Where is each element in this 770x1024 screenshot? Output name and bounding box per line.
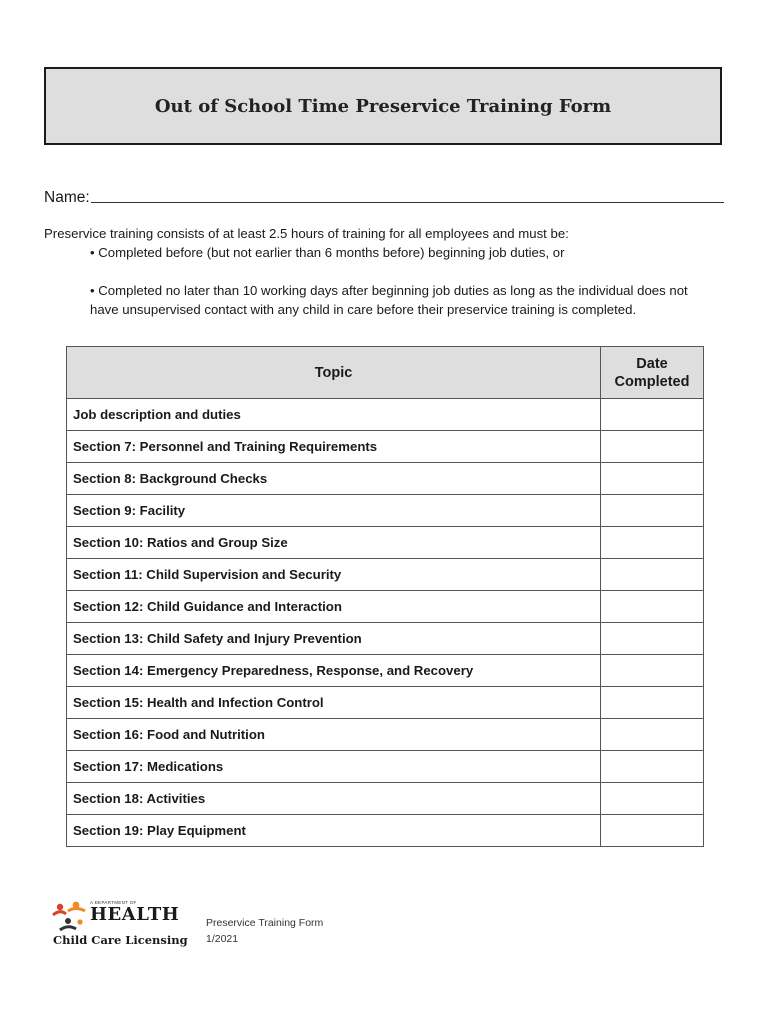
date-completed-cell[interactable] <box>601 463 704 495</box>
topic-cell: Section 11: Child Supervision and Security <box>67 559 601 591</box>
table-row <box>67 495 704 527</box>
table-row <box>67 463 704 495</box>
table-row <box>67 623 704 655</box>
title-box <box>44 67 722 145</box>
date-header-line-2: Completed <box>614 373 690 390</box>
topic-cell: Section 10: Ratios and Group Size <box>67 527 601 559</box>
name-field[interactable] <box>44 185 724 207</box>
date-completed-cell[interactable] <box>601 431 704 463</box>
logo-arm-red <box>53 912 66 915</box>
logo-dept-text: A DEPARTMENT OF <box>90 900 137 905</box>
logo-arm-dark <box>60 927 76 930</box>
people-icon <box>52 900 88 934</box>
topic-cell: Section 7: Personnel and Training Requirements <box>67 431 601 463</box>
topic-cell: Section 15: Health and Infection Control <box>67 687 601 719</box>
health-logo <box>50 900 188 950</box>
table-row <box>67 399 704 431</box>
topic-cell: Section 18: Activities <box>67 783 601 815</box>
table-row <box>67 687 704 719</box>
topic-header: Topic <box>67 347 601 399</box>
date-completed-cell[interactable] <box>601 783 704 815</box>
topic-cell: Section 12: Child Guidance and Interaction <box>67 591 601 623</box>
date-completed-cell[interactable] <box>601 623 704 655</box>
topic-cell: Job description and duties <box>67 399 601 431</box>
intro-bullet-2-line-2: have unsupervised contact with any child in care before their preservice training is completed. <box>90 302 637 317</box>
date-completed-cell[interactable] <box>601 495 704 527</box>
topic-cell: Section 16: Food and Nutrition <box>67 719 601 751</box>
table-row <box>67 815 704 847</box>
logo-head-dark <box>65 918 71 924</box>
table-row <box>67 655 704 687</box>
date-completed-header <box>601 347 704 399</box>
logo-arm-orange <box>68 909 85 912</box>
footer <box>206 915 323 947</box>
date-completed-cell[interactable] <box>601 527 704 559</box>
table-row <box>67 719 704 751</box>
topic-cell: Section 8: Background Checks <box>67 463 601 495</box>
table-row <box>67 783 704 815</box>
date-completed-cell[interactable] <box>601 719 704 751</box>
training-topics-table <box>66 346 704 847</box>
intro-lead: Preservice training consists of at least 2.5 hours of training for all employees and must be: <box>44 226 569 241</box>
logo-health-text: HEALTH <box>90 904 180 925</box>
footer-form-name: Preservice Training Form <box>206 917 324 929</box>
logo-ccl-text: Child Care Licensing <box>53 933 188 947</box>
date-completed-cell[interactable] <box>601 559 704 591</box>
topic-cell: Section 13: Child Safety and Injury Prevention <box>67 623 601 655</box>
date-completed-cell[interactable] <box>601 687 704 719</box>
table-header-row <box>67 347 704 399</box>
name-line[interactable] <box>91 202 724 203</box>
date-completed-cell[interactable] <box>601 655 704 687</box>
table-row <box>67 559 704 591</box>
table-row <box>67 751 704 783</box>
logo-head-red <box>57 904 63 910</box>
footer-date: 1/2021 <box>206 933 239 945</box>
intro-text <box>44 224 724 319</box>
table-row <box>67 527 704 559</box>
date-completed-cell[interactable] <box>601 751 704 783</box>
date-completed-cell[interactable] <box>601 591 704 623</box>
table-row <box>67 591 704 623</box>
intro-bullet-1: • Completed before (but not earlier than 6 months before) beginning job duties, or <box>90 245 565 260</box>
topic-cell: Section 19: Play Equipment <box>67 815 601 847</box>
page-title: Out of School Time Preservice Training Form <box>154 95 612 117</box>
date-header-line-1: Date <box>636 355 668 372</box>
topic-cell: Section 14: Emergency Preparedness, Response, and Recovery <box>67 655 601 687</box>
intro-bullet-2-line-1: • Completed no later than 10 working days after beginning job duties as long as the individual does not <box>90 283 688 298</box>
date-completed-cell[interactable] <box>601 399 704 431</box>
topic-cell: Section 9: Facility <box>67 495 601 527</box>
logo-head-orange-small <box>77 919 82 924</box>
topic-cell: Section 17: Medications <box>67 751 601 783</box>
name-label: Name: <box>44 189 90 206</box>
date-completed-cell[interactable] <box>601 815 704 847</box>
table-row <box>67 431 704 463</box>
